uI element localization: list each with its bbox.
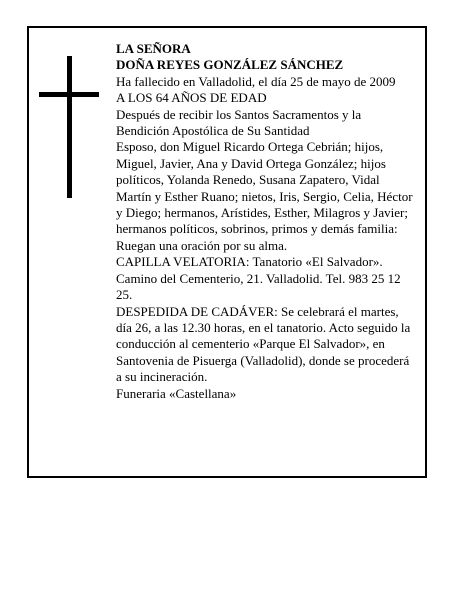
death-info: Ha fallecido en Valladolid, el día 25 de mayo de 2009 xyxy=(116,73,396,89)
notice-text xyxy=(116,41,416,402)
funeral-home: Funeraria «Castellana» xyxy=(116,385,237,401)
latin-cross-icon xyxy=(39,56,99,198)
farewell-info: DESPEDIDA DE CADÁVER: Se celebrará el martes, día 26, a las 12.30 horas, en el tanatorio. Acto seguido la conducción al cementerio «Parque El Salvador», en Santovenia de Pisuerga (Valladolid), donde se procederá a su incineración. xyxy=(116,303,411,385)
age-line: A LOS 64 AÑOS DE EDAD xyxy=(116,90,267,106)
prayer-line: Ruegan una oración por su alma. xyxy=(116,237,288,253)
sacraments-line: Después de recibir los Santos Sacramentos y la Bendición Apostólica de Su Santidad xyxy=(116,106,362,139)
cross-vertical-bar xyxy=(67,56,72,198)
family-list: Esposo, don Miguel Ricardo Ortega Cebrián; hijos, Miguel, Javier, Ana y David Ortega González; hijos políticos, Yolanda Renedo, Susana Zapatero, Vidal Martín y Esther Ruano; nietos, Iris, Sergio, Celia, Héctor y Diego; hermanos, Arístides, Esther, Milagros y Javier; hermanos políticos, sobrinos, primos y demás familia: xyxy=(116,139,413,237)
chapel-info: CAPILLA VELATORIA: Tanatorio «El Salvador». Camino del Cementerio, 21. Valladolid. Tel. 983 25 12 25. xyxy=(116,254,401,303)
cross-horizontal-bar xyxy=(39,92,99,97)
deceased-name: DOÑA REYES GONZÁLEZ SÁNCHEZ xyxy=(116,57,344,73)
notice-header: LA SEÑORA xyxy=(116,41,191,56)
obituary-notice xyxy=(27,26,427,478)
